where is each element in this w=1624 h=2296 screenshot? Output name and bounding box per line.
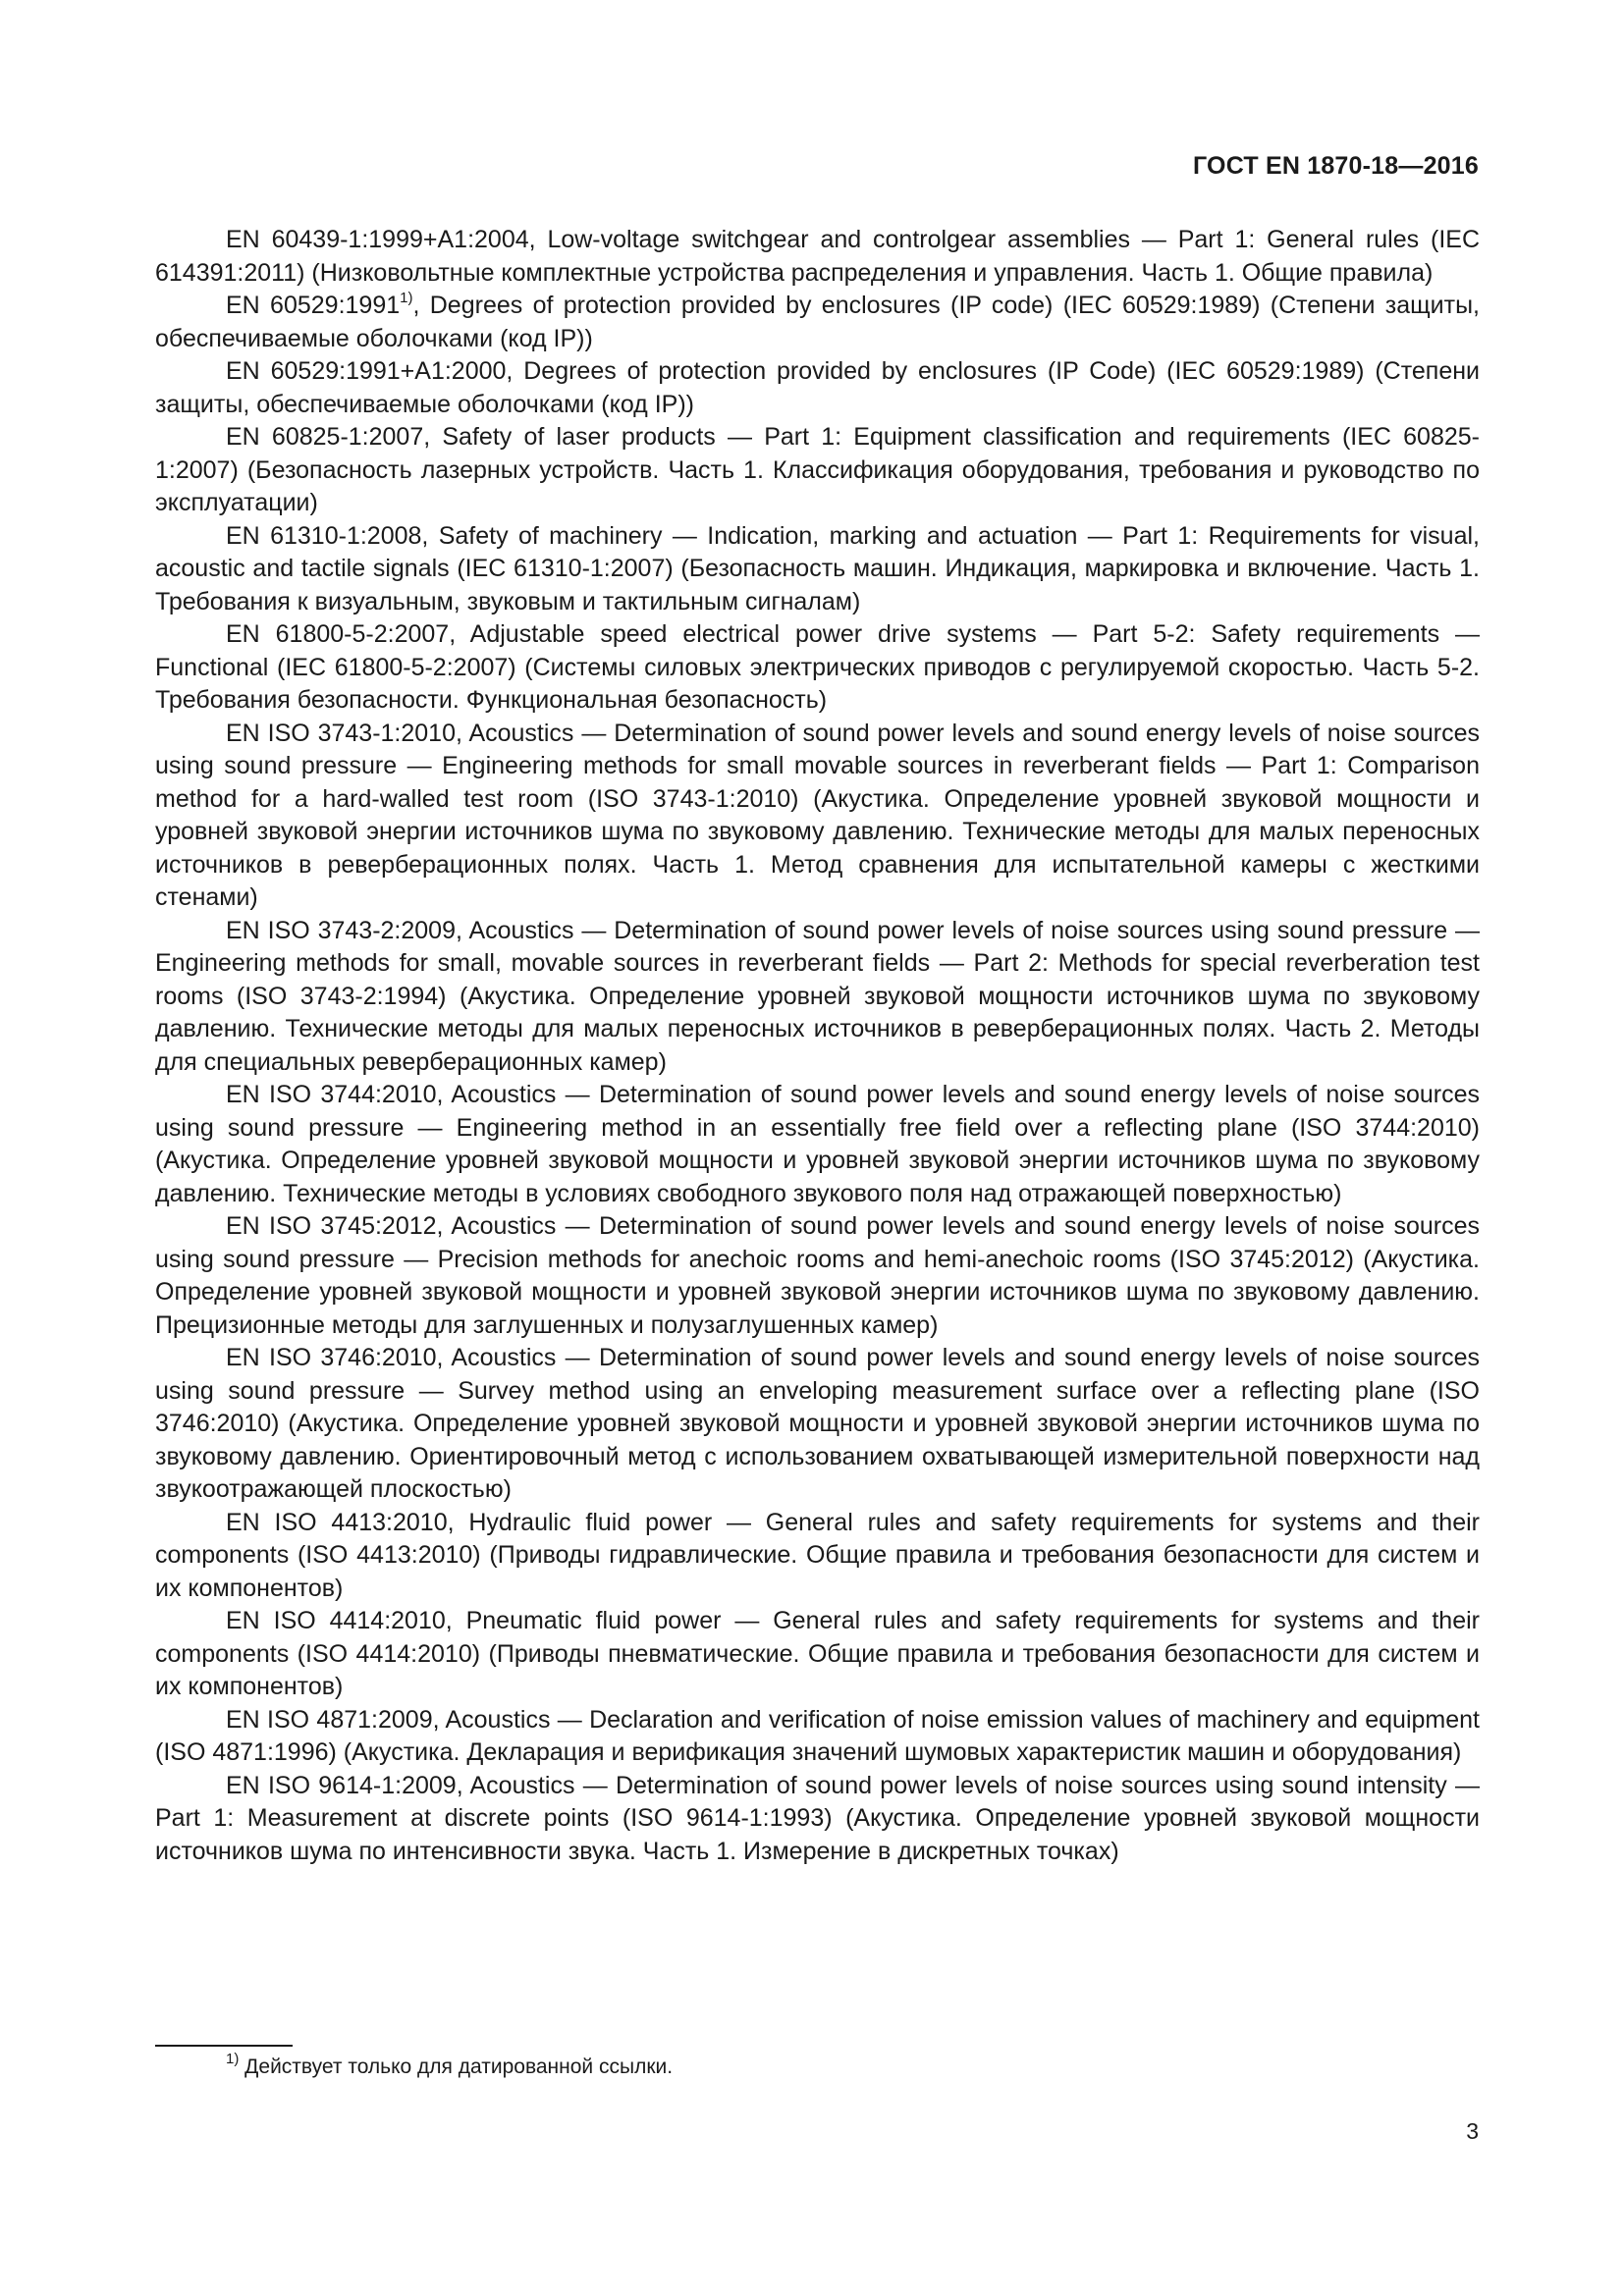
reference-entry: EN ISO 4413:2010, Hydraulic fluid power — General rules and safety requirements for systems and their components (ISO 4413:2010) (Приводы гидравлические. Общие правила и требования безопасности для систем и их компонентов) bbox=[155, 1508, 1480, 1602]
reference-entry: EN 60439-1:1999+A1:2004, Low-voltage switchgear and controlgear assemblies — Part 1: General rules (IEC 614391:2011) (Низковольтные комплектные устройства распределения и управления. Часть 1. Общие правила) bbox=[155, 226, 1480, 287]
reference-entry: EN ISO 9614-1:2009, Acoustics — Determination of sound power levels of noise sources using sound intensity — Part 1: Measurement at discrete points (ISO 9614-1:1993) (Акустика. Определение уровней звуковой мощности источников шума по интенсивности звука. Часть 1. Измерение в дискретных точках) bbox=[155, 1771, 1480, 1865]
reference-entry: EN ISO 3743-1:2010, Acoustics — Determination of sound power levels and sound energy levels of noise sources using sound pressure — Engineering methods for small movable sources in reverberant fields — Part 1: Comparison method for a hard-walled test room (ISO 3743-1:2010) (Акустика. Определение уровней звуковой мощности и уровней звуковой энергии источников шума по звуковому давлению. Технические методы для малых переносных источников в реверберационных полях. Часть 1. Метод сравнения для испытательной камеры с жесткими стенами) bbox=[155, 719, 1480, 911]
reference-entry: EN ISO 4871:2009, Acoustics — Declaration and verification of noise emission values of machinery and equipment (ISO 4871:1996) (Акустика. Декларация и верификация значений шумовых характеристик машин и оборудования) bbox=[155, 1705, 1480, 1766]
reference-entry: EN ISO 3745:2012, Acoustics — Determination of sound power levels and sound energy levels of noise sources using sound pressure — Precision methods for anechoic rooms and hemi-anechoic rooms (ISO 3745:2012) (Акустика. Определение уровней звуковой мощности и уровней звуковой энергии источников шума по звуковому давлению. Прецизионные методы для заглушенных и полузаглушенных камер) bbox=[155, 1212, 1480, 1339]
reference-entry: EN ISO 3743-2:2009, Acoustics — Determination of sound power levels of noise sources using sound pressure — Engineering methods for small, movable sources in reverberant fields — Part 2: Methods for special reverberation test rooms (ISO 3743-2:1994) (Акустика. Определение уровней звуковой мощности источников шума по звуковому давлению. Технические методы для малых переносных источников в реверберационных полях. Часть 2. Методы для специальных реверберационных камер) bbox=[155, 916, 1480, 1076]
footnote-divider bbox=[155, 2045, 293, 2047]
reference-entry: EN 61310-1:2008, Safety of machinery — Indication, marking and actuation — Part 1: Requirements for visual, acoustic and tactile signals (IEC 61310-1:2007) (Безопасность машин. Индикация, маркировка и включение. Часть 1. Требования к визуальным, звуковым и тактильным сигналам) bbox=[155, 521, 1480, 615]
reference-entry: EN ISO 3744:2010, Acoustics — Determination of sound power levels and sound energy levels of noise sources using sound pressure — Engineering method in an essentially free field over a reflecting plane (ISO 3744:2010) (Акустика. Определение уровней звуковой мощности и уровней звуковой энергии источников шума по звуковому давлению. Технические методы в условиях свободного звукового поля над отражающей поверхностью) bbox=[155, 1081, 1480, 1207]
reference-entry: EN 60825-1:2007, Safety of laser products — Part 1: Equipment classification and requirements (IEC 60825-1:2007) (Безопасность лазерных устройств. Часть 1. Классификация оборудования, требования и руководство по эксплуатации) bbox=[155, 423, 1480, 516]
footnote bbox=[226, 2051, 674, 2081]
reference-entry: EN ISO 4414:2010, Pneumatic fluid power — General rules and safety requirements for systems and their components (ISO 4414:2010) (Приводы пневматические. Общие правила и требования безопасности для систем и их компонентов) bbox=[155, 1607, 1480, 1700]
reference-entry: EN 61800-5-2:2007, Adjustable speed electrical power drive systems — Part 5-2: Safety requirements — Functional (IEC 61800-5-2:2007) (Системы силовых электрических приводов с регулируемой скоростью. Часть 5-2. Требования безопасности. Функциональная безопасность) bbox=[155, 620, 1480, 714]
reference-entry: EN ISO 3746:2010, Acoustics — Determination of sound power levels and sound energy levels of noise sources using sound pressure — Survey method using an enveloping measurement surface over a reflecting plane (ISO 3746:2010) (Акустика. Определение уровней звуковой мощности и уровней звуковой энергии источников шума по звуковому давлению. Ориентировочный метод с использованием охватывающей измерительной поверхности над звукоотражающей плоскостью) bbox=[155, 1344, 1480, 1503]
reference-list bbox=[155, 224, 1480, 1868]
footnote-text: Действует только для датированной ссылки. bbox=[239, 2056, 674, 2078]
footnote-marker: 1) bbox=[226, 2051, 240, 2067]
reference-entry bbox=[155, 290, 1480, 355]
page-number: 3 bbox=[1466, 2118, 1479, 2144]
reference-title: , Degrees of protection provided by enclosures (IP code) (IEC 60529:1989) (Степени защиты, обеспечиваемые оболочками (код IP)) bbox=[155, 292, 1480, 352]
page-header: ГОСТ EN 1870-18—2016 bbox=[1193, 152, 1479, 180]
reference-entry: EN 60529:1991+A1:2000, Degrees of protection provided by enclosures (IP Code) (IEC 60529:1989) (Степени защиты, обеспечиваемые оболочками (код IP)) bbox=[155, 357, 1480, 418]
footnote-marker: 1) bbox=[400, 289, 413, 306]
reference-code: EN 60529:1991 bbox=[226, 292, 401, 319]
